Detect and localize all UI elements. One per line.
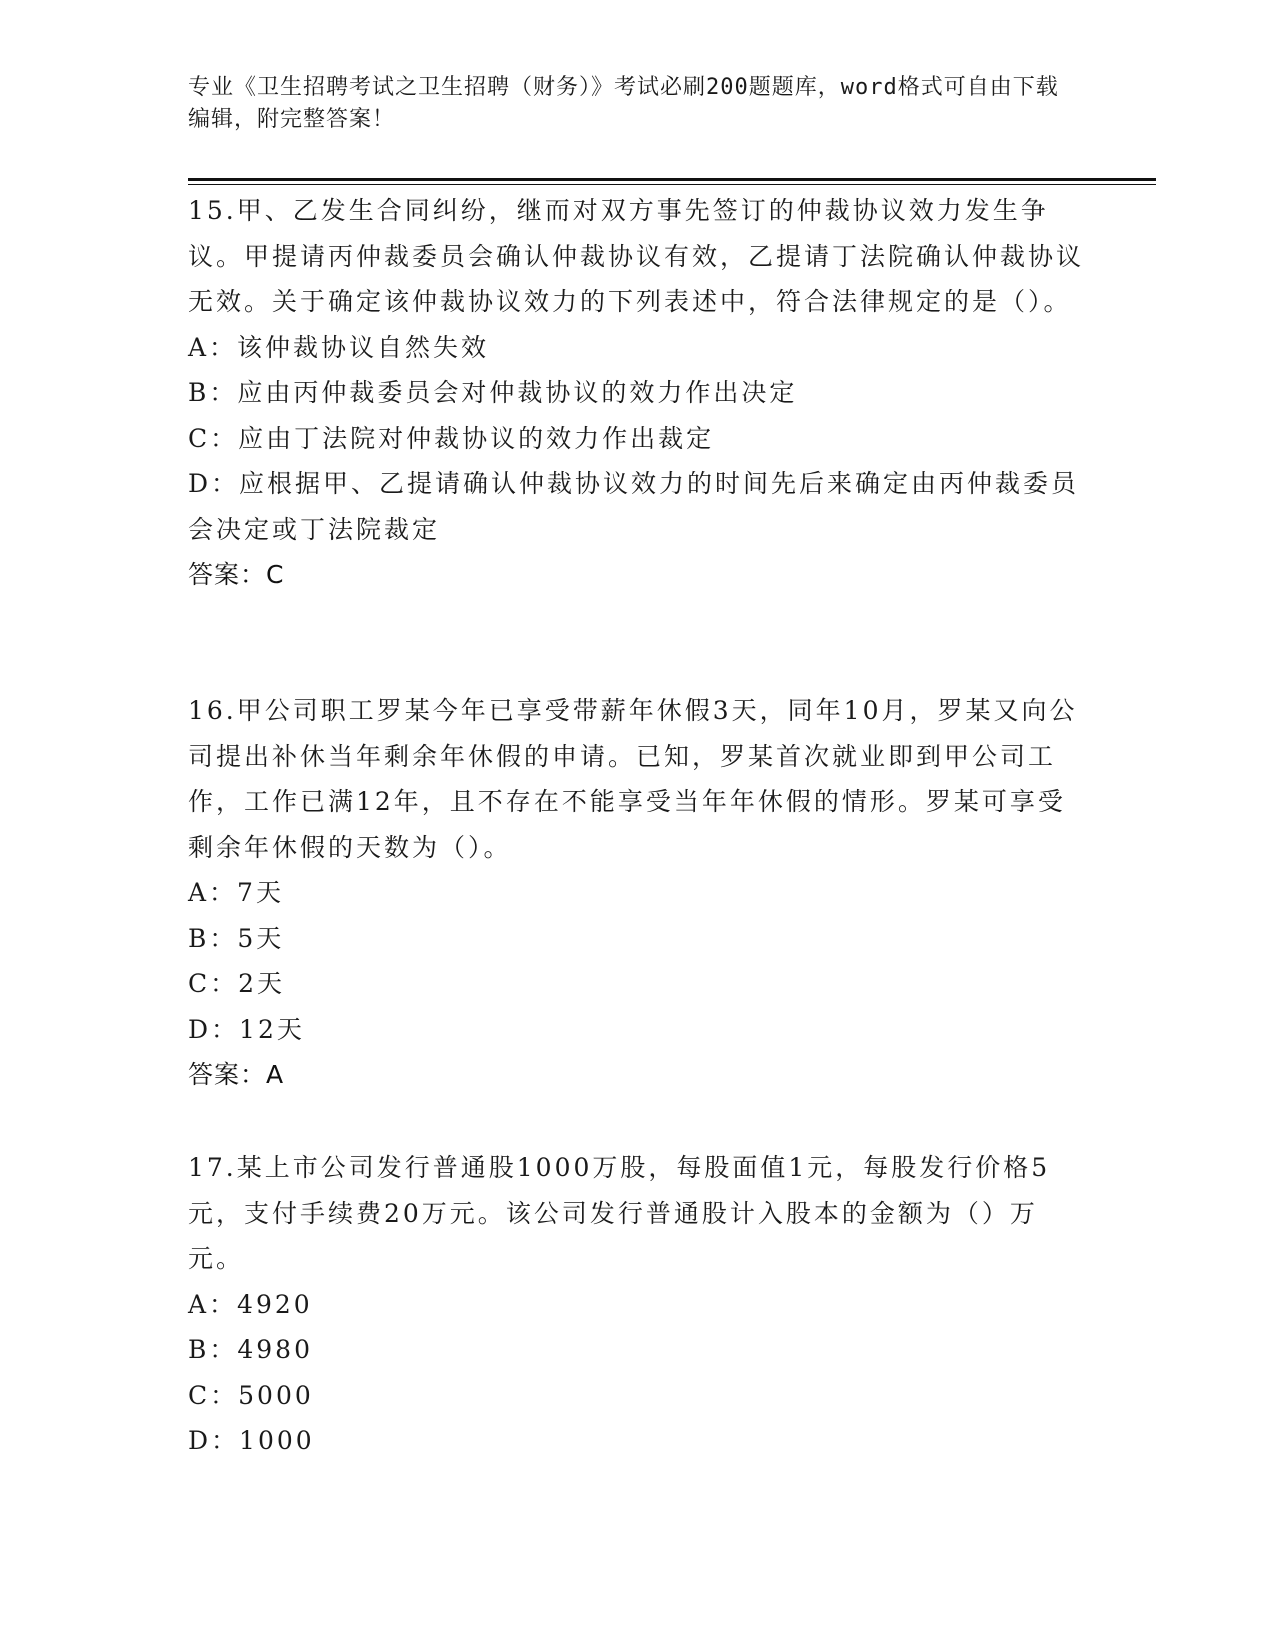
option-c: C：应由丁法院对仲裁协议的效力作出裁定 — [188, 423, 715, 453]
answer-line: 答案：A — [188, 1060, 285, 1089]
header-divider-thick — [188, 178, 1156, 181]
question-16 — [188, 688, 1088, 1098]
option-d: D：应根据甲、乙提请确认仲裁协议效力的时间先后来确定由丙仲裁委员会决定或丁法院裁定 — [188, 469, 1080, 544]
header-divider-thin — [188, 184, 1156, 185]
option-a: A：7天 — [188, 878, 284, 907]
answer-line: 答案：C — [188, 560, 285, 589]
option-d: D：1000 — [188, 1426, 315, 1455]
option-b: B：5天 — [188, 923, 285, 953]
option-c: C：2天 — [188, 969, 286, 998]
option-d: D：12天 — [188, 1014, 305, 1044]
question-15 — [188, 188, 1088, 598]
option-c: C：5000 — [188, 1380, 314, 1410]
option-a: A：该仲裁协议自然失效 — [188, 332, 490, 362]
document-header: 专业《卫生招聘考试之卫生招聘（财务）》考试必刷200题题库，word格式可自由下载编辑，附完整答案！ — [188, 75, 1059, 132]
question-17 — [188, 1145, 1088, 1464]
question-stem: 17.某上市公司发行普通股1000万股，每股面值1元，每股发行价格5元，支付手续费20万元。该公司发行普通股计入股本的金额为（）万元。 — [188, 1153, 1051, 1273]
question-stem: 16.甲公司职工罗某今年已享受带薪年休假3天，同年10月，罗某又向公司提出补休当年剩余年休假的申请。已知，罗某首次就业即到甲公司工作，工作已满12年，且不存在不能享受当年年休假的情形。罗某可享受剩余年休假的天数为（）。 — [188, 696, 1078, 862]
question-stem: 15.甲、乙发生合同纠纷，继而对双方事先签订的仲裁协议效力发生争议。甲提请丙仲裁委员会确认仲裁协议有效，乙提请丁法院确认仲裁协议无效。关于确定该仲裁协议效力的下列表述中，符合法律规定的是（）。 — [188, 196, 1085, 316]
option-a: A：4920 — [188, 1289, 313, 1319]
option-b: B：应由丙仲裁委员会对仲裁协议的效力作出决定 — [188, 378, 798, 407]
option-b: B：4980 — [188, 1335, 313, 1364]
